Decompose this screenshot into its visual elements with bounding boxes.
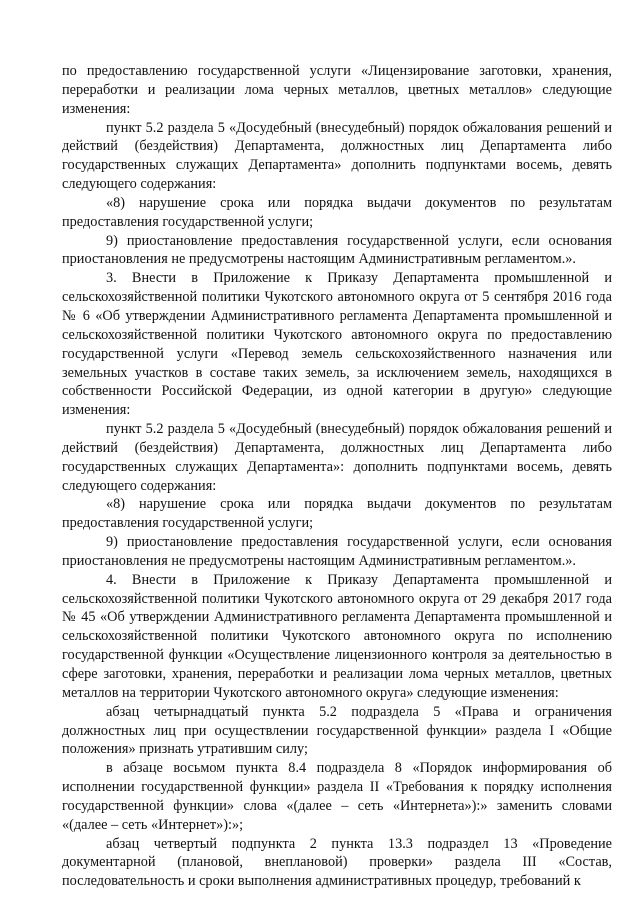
paragraph-item-8-second: «8) нарушение срока или порядка выдачи документов по результатам предоставления государственной услуги; — [62, 496, 612, 532]
paragraph-item-8: «8) нарушение срока или порядка выдачи документов по результатам предоставления государственной услуги; — [62, 194, 612, 230]
document-page — [62, 62, 612, 891]
paragraph-item-9: 9) приостановление предоставления государственной услуги, если основания приостановления не предусмотрены настоящим Административным регламентом.». — [62, 232, 612, 268]
paragraph-section-3: 3. Внести в Приложение к Приказу Департамента промышленной и сельскохозяйственной политики Чукотского автономного округа от 5 сентября 2016 года № 6 «Об утверждении Административного регламента Департамента промышленной и сельскохозяйственной политики Чукотского автономного округа по предоставлению государственной услуги «Перевод земель сельскохозяйственного назначения или земельных участков в составе таких земель, за исключением земель, находящихся в собственности Российской Федерации, из одной категории в другую» следующие изменения: — [62, 270, 612, 419]
paragraph-section-4: 4. Внести в Приложение к Приказу Департамента промышленной и сельскохозяйственной политики Чукотского автономного округа от 29 декабря 2017 года № 45 «Об утверждении Административного регламента Департамента промышленной и сельскохозяйственной политики Чукотского автономного округа по исполнению государственной функции «Осуществление лицензионного контроля за деятельностью в сфере заготовки, хранения, переработки и реализации лома черных металлов, цветных металлов на территории Чукотского автономного округа» следующие изменения: — [62, 571, 612, 701]
paragraph-amendment-5-2: пункт 5.2 раздела 5 «Досудебный (внесудебный) порядок обжалования решений и действий (бездействия) Департамента, должностных лиц Департамента либо государственных служащих Департамента» дополнить подпунктами восемь, девять следующего содержания: — [62, 119, 612, 193]
paragraph-continuation: по предоставлению государственной услуги «Лицензирование заготовки, хранения, переработки и реализации лома черных металлов, цветных металлов» следующие изменения: — [62, 63, 612, 117]
paragraph-abzac-8-4: в абзаце восьмом пункта 8.4 подраздела 8 «Порядок информирования об исполнении государственной функции» раздела II «Требования к порядку исполнения государственной функции» слова «(далее – сеть «Интернета»):» заменить словами «(далее – сеть «Интернет»):»; — [62, 760, 612, 833]
paragraph-abzac-14: абзац четырнадцатый пункта 5.2 подраздела 5 «Права и ограничения должностных лиц при осуществлении государственной функции» раздела I «Общие положения» признать утратившим силу; — [62, 703, 612, 758]
paragraph-amendment-5-2-second: пункт 5.2 раздела 5 «Досудебный (внесудебный) порядок обжалования решений и действий (бездействия) Департамента, должностных лиц Департамента либо государственных служащих Департамента»: дополнить подпунктами восемь, девять следующего содержания: — [62, 421, 612, 494]
paragraph-abzac-13-3: абзац четвертый подпункта 2 пункта 13.3 подраздел 13 «Проведение документарной (плановой, внеплановой) проверки» раздела III «Состав, последовательность и сроки выполнения административных процедур, требований к — [62, 835, 612, 890]
paragraph-item-9-second: 9) приостановление предоставления государственной услуги, если основания приостановления не предусмотрены настоящим Административным регламентом.». — [62, 534, 612, 569]
